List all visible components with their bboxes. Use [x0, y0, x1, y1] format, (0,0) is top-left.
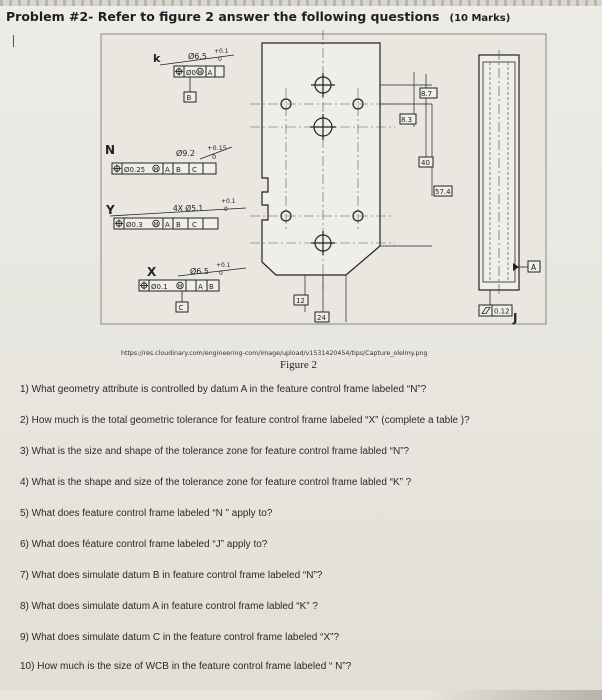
fcf-k-datum-b: B [186, 94, 192, 102]
question-6: 6) What does féature control frame labeled “J” apply to? [20, 539, 268, 550]
figure-caption: Figure 2 [280, 359, 317, 371]
fcf-k-size: Ø6.5 [188, 52, 208, 61]
fcf-k-tolerance: Ø0 [186, 69, 196, 77]
fcf-x-tol-upper: +0.1 [216, 262, 231, 269]
dim-8-3: 8.3 [401, 116, 413, 124]
dim-40: 40 [421, 159, 430, 167]
question-9: 9) What does simulate datum C in the feature control frame labeled “X”? [20, 632, 340, 643]
fcf-y-letter: Y [106, 203, 115, 217]
fcf-y-datum-c: C [192, 221, 197, 229]
fcf-n-size: Ø9.2 [176, 149, 196, 158]
fcf-y-tol-lower: 0 [224, 206, 228, 213]
question-3: 3) What is the size and shape of the tolerance zone for feature control frame labled “N”? [20, 446, 410, 457]
fcf-k-letter: k [153, 52, 161, 65]
question-2: 2) How much is the total geometric tolerance for feature control frame labeled “X” (complete a table )? [20, 415, 470, 426]
fcf-x-mmc: M [177, 284, 183, 290]
fcf-n-datum-b: B [176, 166, 181, 174]
fcf-k-tol-lower: 0 [218, 56, 222, 63]
fcf-n-datum-a: A [165, 166, 170, 174]
dim-12: 12 [296, 297, 305, 305]
fcf-n-letter: N [105, 143, 116, 157]
figure-source-url: https://res.cloudinary.com/engineering-com/image/upload/v1531420454/tips/Capture_olelmy.png [121, 350, 428, 357]
question-8: 8) What does simulate datum A in feature control frame labled “K” ? [20, 601, 318, 612]
fcf-x-datum-b: B [209, 283, 214, 291]
fcf-n-tol-upper: +0.15 [207, 144, 227, 152]
fcf-x-size: Ø6.5 [190, 267, 210, 276]
question-5: 5) What does feature control frame labeled “N ” apply to? [20, 508, 273, 519]
datum-a-label: A [531, 263, 537, 272]
question-10: 10) How much is the size of WCB in the feature control frame labeled “ N”? [20, 661, 352, 672]
question-7: 7) What does simulate datum B in feature control frame labeled “N”? [20, 570, 323, 581]
fcf-x-letter: X [147, 265, 157, 279]
fcf-n-tolerance: Ø0.25 [124, 166, 146, 174]
fcf-x-datum-a: A [198, 283, 203, 291]
fcf-j-value: 0.12 [494, 307, 510, 316]
fcf-y-tolerance: Ø0.3 [126, 221, 143, 229]
dim-24: 24 [317, 314, 326, 322]
question-4: 4) What is the shape and size of the tolerance zone for feature control frame labled “K” ? [20, 477, 412, 488]
fcf-x-tolerance: Ø0.1 [151, 283, 168, 291]
fcf-n-tol-lower: 0 [212, 153, 217, 161]
bottom-edge-strip [0, 690, 602, 700]
fcf-y-size: 4X Ø5.1 [173, 204, 204, 213]
dim-57-4: 57.4 [435, 188, 451, 196]
problem-title-text: Problem #2- Refer to figure 2 answer the following questions [6, 9, 440, 24]
fcf-k-mmc: M [197, 70, 203, 76]
fcf-j-letter: J [513, 311, 518, 325]
fcf-x-datum-c: C [178, 304, 184, 312]
fcf-x-tol-lower: 0 [219, 270, 223, 277]
fcf-y-datum-b: B [176, 221, 181, 229]
fcf-y-tol-upper: +0.1 [221, 198, 236, 205]
fcf-k-datum-a: A [207, 69, 213, 77]
question-1: 1) What geometry attribute is controlled by datum A in the feature control frame labeled “N”? [20, 384, 427, 395]
fcf-y-mmc: M [153, 222, 159, 228]
dim-8-7: 8.7 [421, 90, 433, 98]
fcf-n-mmc: M [153, 167, 159, 173]
fcf-n-datum-c: C [192, 166, 197, 174]
fcf-y-datum-a: A [165, 221, 170, 229]
fcf-k-tol-upper: +0.1 [214, 48, 229, 55]
problem-marks: (10 Marks) [449, 13, 511, 24]
